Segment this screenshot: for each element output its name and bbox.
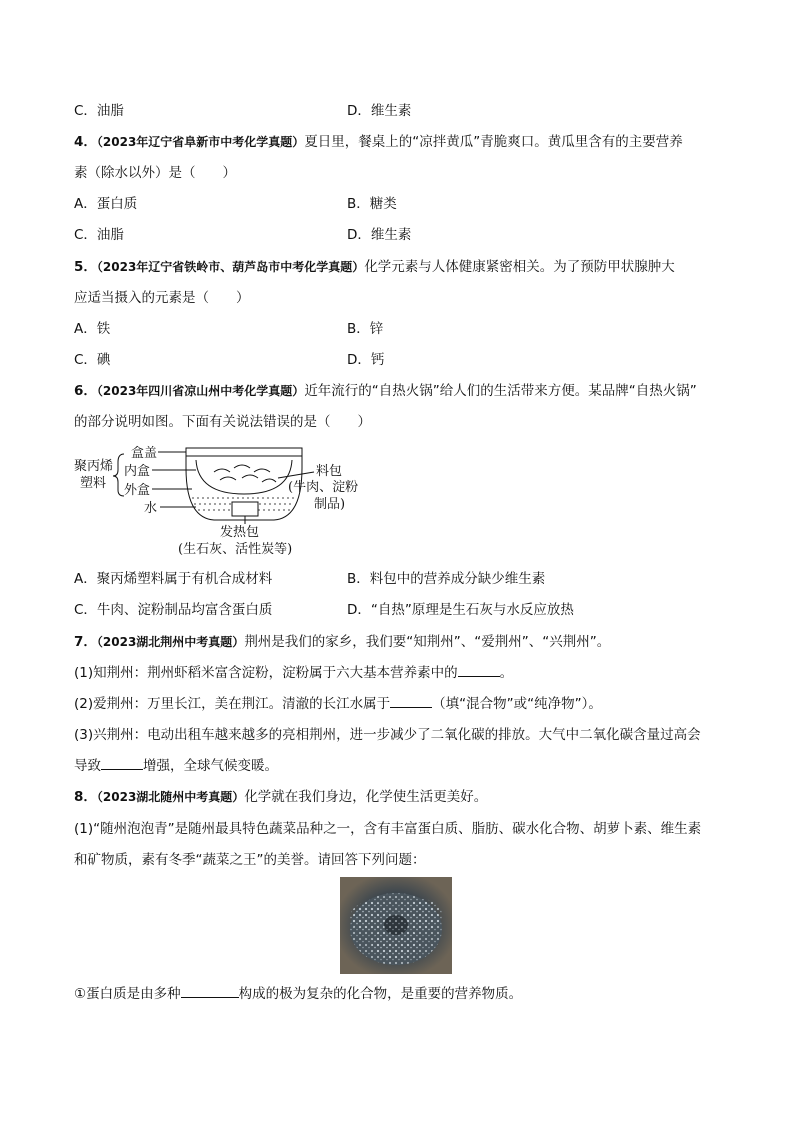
q6-option-c: C．牛肉、淀粉制品均富含蛋白质 — [74, 602, 273, 618]
cabbage-photo — [340, 877, 452, 974]
answer-blank[interactable] — [101, 757, 143, 770]
question-source: （2023年辽宁省阜新市中考化学真题） — [96, 135, 305, 149]
q6-stem-line1 — [74, 382, 697, 400]
label-food-pack-contents: (牛肉、淀粉 — [288, 480, 359, 495]
hotpot-diagram — [74, 438, 384, 558]
q8-subpart1 — [74, 985, 522, 1003]
q5-option-b: B．锌 — [347, 321, 384, 337]
q7-part2-end: （填“混合物”或“纯净物”）。 — [432, 696, 602, 712]
q4-stem-line2: 素（除水以外）是（ ） — [74, 165, 236, 181]
question-text: 荆州是我们的家乡，我们要“知荆州”、“爱荆州”、“兴荆州”。 — [244, 634, 611, 650]
q7-part3-line2 — [74, 757, 278, 775]
label-water: 水 — [144, 501, 158, 516]
label-food-pack-contents-2: 制品) — [314, 497, 346, 512]
q8-stem — [74, 788, 487, 806]
q7-part3-end: 增强，全球气候变暖。 — [143, 758, 278, 774]
question-number: 5． — [74, 259, 97, 275]
label-heating-pack-contents: (生石灰、活性炭等) — [178, 542, 293, 557]
q4-option-d: D．维生素 — [347, 227, 412, 243]
question-source: （2023年四川省凉山州中考化学真题） — [96, 384, 305, 398]
q3-option-c: C．油脂 — [74, 103, 124, 119]
question-text: 近年流行的“自热火锅”给人们的生活带来方便。某品牌“自热火锅” — [304, 383, 697, 399]
q7-stem — [74, 633, 610, 651]
q8-part1-line2: 和矿物质，素有冬季“蔬菜之王”的美誉。请回答下列问题： — [74, 852, 426, 868]
q7-part2-text: (2)爱荆州：万里长江，美在荆江。清澈的长江水属于 — [74, 696, 391, 712]
q7-part1-end: 。 — [499, 665, 514, 681]
q8-part1-line1: (1)“随州泡泡青”是随州最具特色蔬菜品种之一，含有丰富蛋白质、脂肪、碳水化合物、胡萝卜素、维生素 — [74, 821, 702, 837]
answer-blank[interactable] — [458, 664, 500, 677]
answer-blank[interactable] — [390, 695, 432, 708]
question-number: 8． — [74, 789, 97, 805]
label-material-1: 聚丙烯 — [74, 459, 114, 474]
answer-blank[interactable] — [181, 985, 239, 998]
q4-option-a: A．蛋白质 — [74, 196, 138, 212]
question-number: 6． — [74, 383, 97, 399]
q5-option-a: A．铁 — [74, 321, 111, 337]
q7-part1-text: (1)知荆州：荆州虾稻米富含淀粉，淀粉属于六大基本营养素中的 — [74, 665, 458, 681]
brace-icon — [113, 454, 124, 496]
lid-shape — [186, 448, 302, 456]
heating-pack-shape — [232, 502, 258, 516]
label-outer-box: 外盒 — [124, 483, 151, 498]
q8-subpart1-text: ①蛋白质是由多种 — [74, 986, 181, 1002]
q7-part2 — [74, 695, 602, 713]
q4-option-b: B．糖类 — [347, 196, 397, 212]
q6-option-a: A．聚丙烯塑料属于有机合成材料 — [74, 571, 273, 587]
q8-subpart1-end: 构成的极为复杂的化合物，是重要的营养物质。 — [238, 986, 523, 1002]
q4-option-c: C．油脂 — [74, 227, 124, 243]
label-heating-pack: 发热包 — [220, 525, 260, 540]
question-text: 夏日里，餐桌上的“凉拌黄瓜”青脆爽口。黄瓜里含有的主要营养 — [304, 134, 683, 150]
q6-option-b: B．料包中的营养成分缺少维生素 — [347, 571, 546, 587]
question-text: 化学就在我们身边，化学使生活更美好。 — [244, 789, 488, 805]
question-number: 4． — [74, 134, 97, 150]
question-number: 7． — [74, 634, 97, 650]
q7-part3-text: 导致 — [74, 758, 101, 774]
label-food-pack: 料包 — [316, 464, 343, 479]
q5-stem-line2: 应适当摄入的元素是（ ） — [74, 290, 250, 306]
q5-option-c: C．碘 — [74, 352, 111, 368]
question-source: （2023年辽宁省铁岭市、葫芦岛市中考化学真题） — [96, 260, 365, 274]
q6-stem-line2: 的部分说明如图。下面有关说法错误的是（ ） — [74, 414, 371, 430]
q6-option-d: D．“自热”原理是生石灰与水反应放热 — [347, 602, 574, 618]
q7-part1 — [74, 664, 513, 682]
label-lid: 盒盖 — [131, 446, 158, 461]
question-source: （2023湖北荆州中考真题） — [96, 635, 245, 649]
label-material-2: 塑料 — [80, 476, 107, 491]
q5-stem-line1 — [74, 258, 675, 276]
question-text: 化学元素与人体健康紧密相关。为了预防甲状腺肿大 — [364, 259, 675, 275]
question-source: （2023湖北随州中考真题） — [96, 790, 245, 804]
label-inner-box: 内盒 — [124, 464, 151, 479]
q7-part3-line1: (3)兴荆州：电动出租车越来越多的亮相荆州，进一步减少了二氧化碳的排放。大气中二氧化碳含量过高会 — [74, 727, 701, 743]
q4-stem-line1 — [74, 133, 683, 151]
q3-option-d: D．维生素 — [347, 103, 412, 119]
q5-option-d: D．钙 — [347, 352, 385, 368]
